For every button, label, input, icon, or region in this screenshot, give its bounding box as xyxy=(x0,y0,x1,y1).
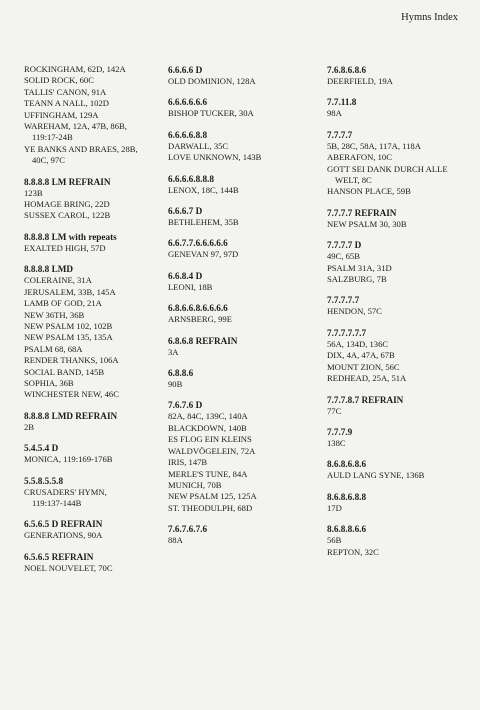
meter-group xyxy=(327,458,467,481)
tune-entry: DIX, 4A, 47A, 67B xyxy=(327,350,395,361)
tune-entry: ST. THEODULPH, 68D xyxy=(168,502,253,513)
meter-group xyxy=(24,410,164,433)
tune-entry: AULD LANG SYNE, 136B xyxy=(327,470,425,481)
tune-entry: JERUSALEM, 33B, 145A xyxy=(24,286,116,297)
tune-entry: HOMAGE BRING, 22D xyxy=(24,199,110,210)
tune-entry: EXALTED HIGH, 57D xyxy=(24,242,106,253)
meter-group xyxy=(24,551,164,574)
tune-entry: REPTON, 32C xyxy=(327,546,379,557)
tune-entry: GENEVAN 97, 97D xyxy=(168,249,239,260)
meter-heading: 7.7.7.8.7 REFRAIN xyxy=(327,394,404,405)
tune-entry: GOTT SEI DANK DURCH ALLE xyxy=(327,163,448,174)
meter-group xyxy=(168,523,318,546)
meter-group xyxy=(168,205,318,228)
tune-entry: DARWALL, 35C xyxy=(168,140,229,151)
tune-entry: 138C xyxy=(327,437,346,448)
meter-group xyxy=(24,263,164,400)
meter-heading: 6.6.6.6.8.8.8 xyxy=(168,173,214,184)
tune-entry: 119:17-24B xyxy=(32,132,73,143)
meter-group xyxy=(168,129,318,164)
meter-group xyxy=(168,64,318,87)
index-column-2 xyxy=(168,64,318,547)
meter-group xyxy=(327,426,467,449)
tune-entry: NEW PSALM 125, 125A xyxy=(168,491,257,502)
meter-group xyxy=(327,523,467,558)
meter-group xyxy=(24,231,164,254)
tune-entry: 56B xyxy=(327,535,342,546)
tune-entry: WELT, 8C xyxy=(335,175,372,186)
tune-entry: UFFINGHAM, 129A xyxy=(24,109,99,120)
meter-group xyxy=(168,302,318,325)
tune-entry: NEW 36TH, 36B xyxy=(24,309,85,320)
meter-heading: 6.8.6.8 REFRAIN xyxy=(168,335,238,346)
meter-heading: 6.6.7.7.6.6.6.6.6 xyxy=(168,238,228,249)
tune-entry: BISHOP TUCKER, 30A xyxy=(168,108,254,119)
tune-entry: SOCIAL BAND, 145B xyxy=(24,366,105,377)
tune-entry: 119:137-144B xyxy=(32,497,82,508)
index-column-3 xyxy=(327,64,467,558)
tune-entry: 123B xyxy=(24,187,43,198)
tune-entry: WINCHESTER NEW, 46C xyxy=(24,389,119,400)
meter-heading: 6.8.6.6.8.6.6.6.6 xyxy=(168,303,228,314)
tune-entry: SOLID ROCK, 60C xyxy=(24,75,94,86)
meter-heading: 7.7.11.8 xyxy=(327,97,357,108)
meter-heading: 8.6.8.6.8.8 xyxy=(327,491,367,502)
meter-heading: 6.5.6.5 REFRAIN xyxy=(24,551,94,562)
meter-heading: 8.6.8.6.8.6 xyxy=(327,459,367,470)
meter-heading: 6.8.8.6 xyxy=(168,368,194,379)
tune-entry: PSALM 68, 68A xyxy=(24,343,83,354)
meter-group xyxy=(168,335,318,358)
tune-entry: WAREHAM, 12A, 47B, 86B, xyxy=(24,121,127,132)
tune-entry: HENDON, 57C xyxy=(327,306,382,317)
tune-entry: MERLE'S TUNE, 84A xyxy=(168,468,248,479)
meter-group xyxy=(168,237,318,260)
meter-heading: 6.6.6.7 D xyxy=(168,206,203,217)
tune-entry: IRIS, 147B xyxy=(168,457,208,468)
tune-entry: 82A, 84C, 139C, 140A xyxy=(168,411,248,422)
tune-entry: 40C, 97C xyxy=(32,155,65,166)
meter-heading: 7.7.7.7 REFRAIN xyxy=(327,207,397,218)
tune-entry: LAMB OF GOD, 21A xyxy=(24,298,102,309)
tune-entry: BETHLEHEM, 35B xyxy=(168,217,239,228)
tune-entry: ABERAFON, 10C xyxy=(327,152,392,163)
page-header: Hymns Index xyxy=(401,12,458,23)
meter-heading: 8.8.8.8 LMD xyxy=(24,264,73,275)
meter-group xyxy=(168,399,318,514)
tune-entry: TALLIS' CANON, 91A xyxy=(24,86,107,97)
meter-heading: 8.8.8.8 LM with repeats xyxy=(24,231,117,242)
tune-entry: 98A xyxy=(327,108,342,119)
tune-entry: TEANN A NALL, 102D xyxy=(24,98,109,109)
meter-group xyxy=(24,518,164,541)
tune-entry: COLERAINE, 31A xyxy=(24,275,92,286)
tune-entry: SOPHIA, 36B xyxy=(24,377,74,388)
meter-group xyxy=(168,96,318,119)
tune-entry: PSALM 31A, 31D xyxy=(327,262,392,273)
tune-entry: OLD DOMINION, 128A xyxy=(168,76,256,86)
meter-group xyxy=(327,207,467,230)
tune-entry: 88A xyxy=(168,535,183,546)
meter-heading: 8.8.8.8 LM REFRAIN xyxy=(24,176,111,187)
tune-entry: 56A, 134D, 136C xyxy=(327,338,389,349)
tune-entry: WALDVÖGELEIN, 72A xyxy=(168,445,256,456)
meter-group xyxy=(327,294,467,317)
meter-heading: 7.7.7.9 xyxy=(327,426,353,437)
meter-heading: 8.8.8.8 LMD REFRAIN xyxy=(24,410,118,421)
meter-heading: 6.6.6.6 D xyxy=(168,65,203,75)
meter-heading: 7.7.7.7 D xyxy=(327,240,362,251)
meter-heading: 5.4.5.4 D xyxy=(24,443,59,454)
tune-entry: SALZBURG, 7B xyxy=(327,274,387,285)
meter-group xyxy=(327,394,467,417)
tune-entry: SUSSEX CAROL, 122B xyxy=(24,210,111,221)
meter-heading: 6.6.6.6.6.6 xyxy=(168,97,208,108)
tune-entry: ES FLOG EIN KLEINS xyxy=(168,434,252,445)
meter-group xyxy=(327,327,467,385)
index-column-1 xyxy=(24,64,164,574)
meter-heading: 7.7.7.7 xyxy=(327,129,353,140)
tune-entry: MOUNT ZION, 56C xyxy=(327,361,400,372)
meter-heading: 7.7.7.7.7 xyxy=(327,295,360,306)
tune-entry: GENERATIONS, 90A xyxy=(24,530,103,541)
tune-entry: 77C xyxy=(327,405,342,416)
meter-heading: 7.6.7.6 D xyxy=(168,400,203,411)
tune-entry: LOVE UNKNOWN, 143B xyxy=(168,152,262,163)
meter-group xyxy=(327,64,467,87)
tune-entry: 90B xyxy=(168,379,183,390)
tune-entry: REDHEAD, 25A, 51A xyxy=(327,373,407,384)
meter-group xyxy=(327,96,467,119)
meter-group xyxy=(168,173,318,196)
tune-entry: BLACKDOWN, 140B xyxy=(168,422,247,433)
tune-entry: MONICA, 119:169-176B xyxy=(24,454,113,465)
meter-group xyxy=(327,129,467,198)
meter-heading: 6.6.8.4 D xyxy=(168,270,203,281)
meter-group xyxy=(168,367,318,390)
meter-heading: 7.7.7.7.7.7 xyxy=(327,327,367,338)
tune-entry: RENDER THANKS, 106A xyxy=(24,355,119,366)
tune-entry: NEW PSALM 135, 135A xyxy=(24,332,113,343)
tune-entry: DEERFIELD, 19A xyxy=(327,76,393,86)
tune-entry: HANSON PLACE, 59B xyxy=(327,186,411,197)
tune-entry: 17D xyxy=(327,502,342,513)
tune-entry: LENOX, 18C, 144B xyxy=(168,184,239,195)
tune-entry: ARNSBERG, 99E xyxy=(168,314,232,325)
tune-entry: NEW PSALM 30, 30B xyxy=(327,218,407,229)
meter-heading: 5.5.8.5.5.8 xyxy=(24,475,64,486)
tune-entry: 5B, 28C, 58A, 117A, 118A xyxy=(327,140,421,151)
meter-heading: 7.6.7.6.7.6 xyxy=(168,524,208,535)
meter-heading: 6.6.6.6.8.8 xyxy=(168,129,208,140)
tune-entry: NOEL NOUVELET, 70C xyxy=(24,562,113,573)
tune-entry: 49C, 65B xyxy=(327,251,360,262)
meter-group xyxy=(24,176,164,222)
meter-heading: 6.5.6.5 D REFRAIN xyxy=(24,519,103,530)
tune-entry: YE BANKS AND BRAES, 28B, xyxy=(24,143,138,154)
tune-entry: CRUSADERS' HYMN, xyxy=(24,486,107,497)
tune-entry: 3A xyxy=(168,346,179,357)
tune-entry: 2B xyxy=(24,421,35,432)
meter-group xyxy=(24,64,164,167)
meter-group xyxy=(327,239,467,285)
meter-group xyxy=(24,442,164,465)
tune-entry: LEONI, 18B xyxy=(168,281,213,292)
tune-entry: ROCKINGHAM, 62D, 142A xyxy=(24,64,126,74)
meter-heading: 7.6.8.6.8.6 xyxy=(327,65,367,75)
meter-heading: 8.6.8.8.6.6 xyxy=(327,524,367,535)
meter-group xyxy=(327,491,467,514)
meter-group xyxy=(24,475,164,510)
tune-entry: MUNICH, 70B xyxy=(168,479,222,490)
tune-entry: NEW PSALM 102, 102B xyxy=(24,320,113,331)
meter-group xyxy=(168,270,318,293)
